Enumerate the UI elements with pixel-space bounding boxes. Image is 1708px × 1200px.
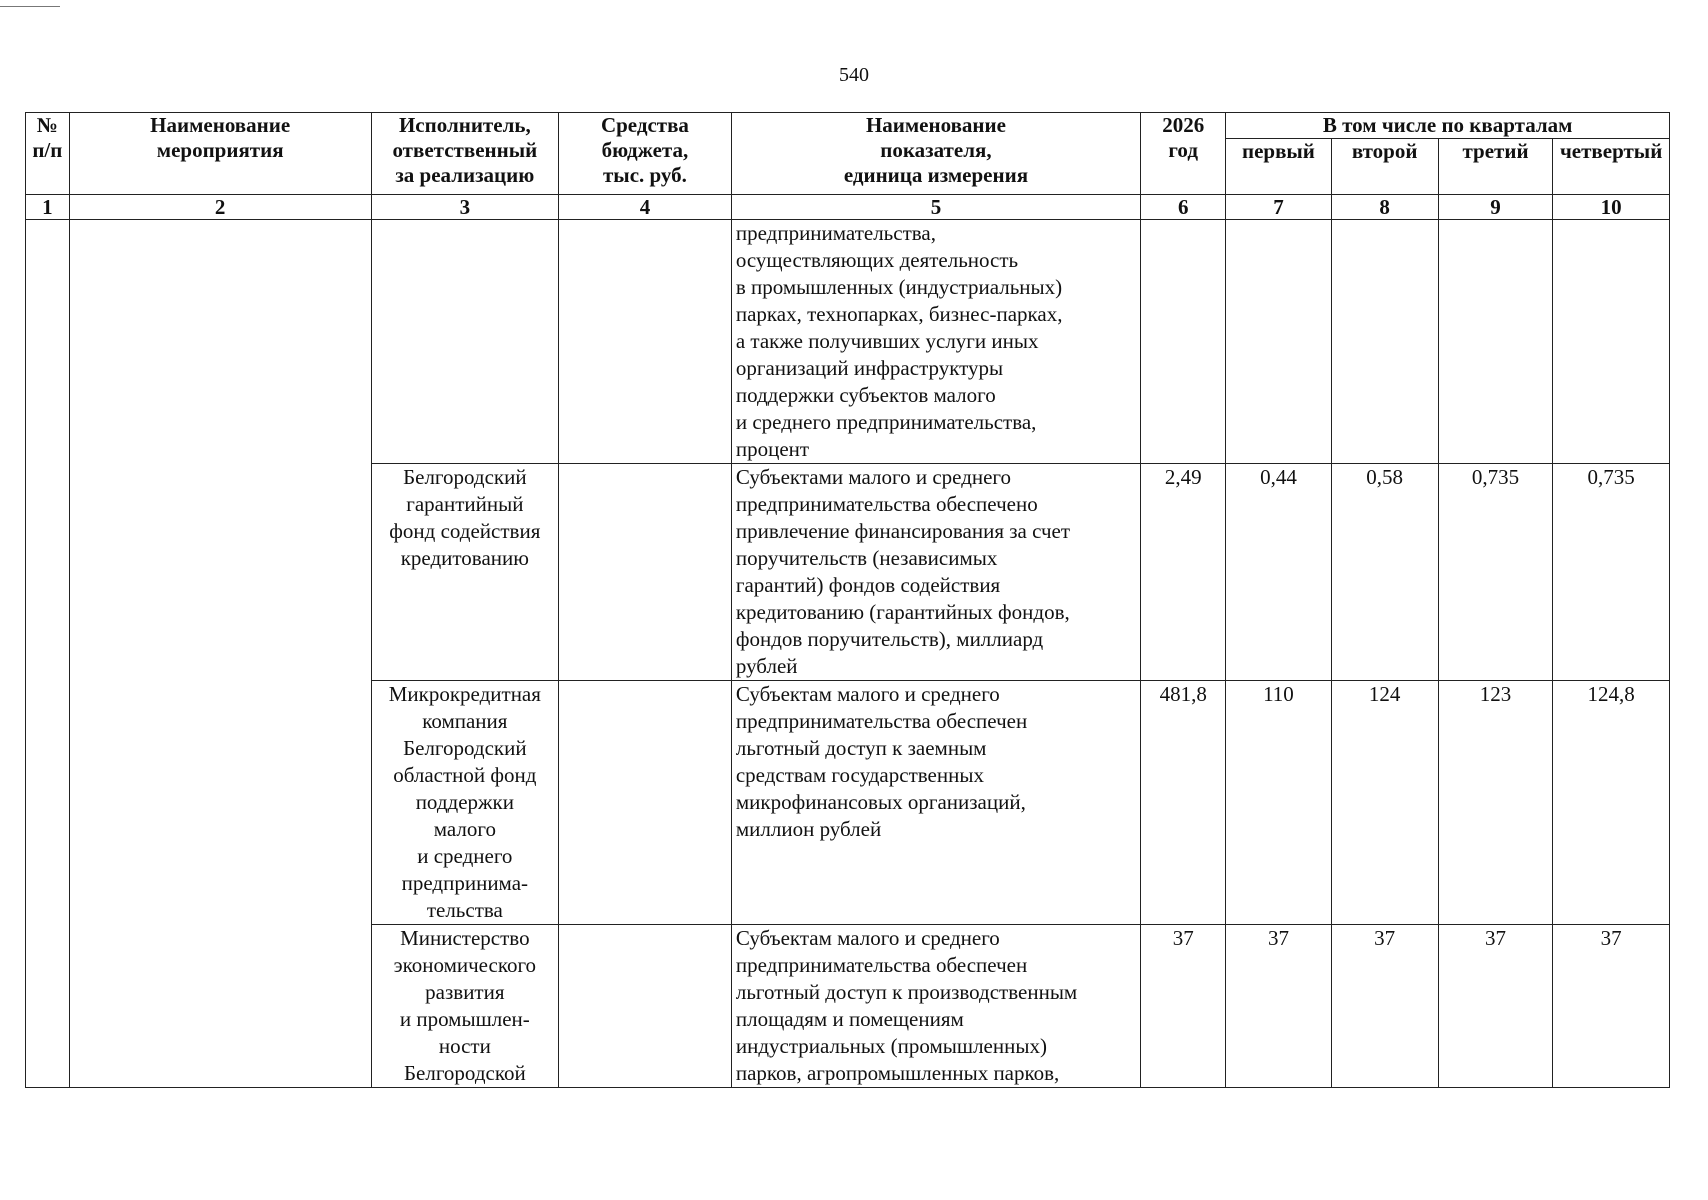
executor-cell: Министерство экономического развития и промышлен- ности Белгородской [371, 925, 558, 1088]
activity-name-cell [69, 220, 371, 1088]
executor-cell [371, 220, 558, 464]
indicator-cell: предпринимательства, осуществляющих деятельность в промышленных (индустриальных) парках, технопарках, бизнес-парках, а также получивших услуги иных организаций инфраструктуры поддержки субъектов малого и среднего предпринимательства, процент [731, 220, 1140, 464]
header-quarter-4: четвертый [1553, 139, 1670, 195]
indicator-cell: Субъектам малого и среднего предпринимательства обеспечен льготный доступ к заемным средствам государственных микрофинансовых организаций, миллион рублей [731, 681, 1140, 925]
year-value-cell: 481,8 [1141, 681, 1226, 925]
quarter-3-value-cell: 0,735 [1438, 464, 1553, 681]
quarter-1-value-cell [1226, 220, 1331, 464]
indicator-cell: Субъектам малого и среднего предпринимательства обеспечен льготный доступ к производственным площадям и помещениям индустриальных (промышленных) парков, агропромышленных парков, [731, 925, 1140, 1088]
header-quarter-1: первый [1226, 139, 1331, 195]
year-value-cell: 37 [1141, 925, 1226, 1088]
budget-cell [559, 464, 732, 681]
header-indicator: Наименование показателя, единица измерения [731, 113, 1140, 195]
quarter-4-value-cell: 124,8 [1553, 681, 1670, 925]
column-number: 10 [1553, 195, 1670, 220]
quarter-2-value-cell: 124 [1331, 681, 1438, 925]
year-value-cell: 2,49 [1141, 464, 1226, 681]
header-budget: Средства бюджета, тыс. руб. [559, 113, 732, 195]
header-activity-name: Наименование мероприятия [69, 113, 371, 195]
executor-cell: Белгородский гарантийный фонд содействия кредитованию [371, 464, 558, 681]
quarter-3-value-cell: 37 [1438, 925, 1553, 1088]
header-quarter-3: третий [1438, 139, 1553, 195]
document-table [25, 112, 1670, 1088]
indicator-cell: Субъектами малого и среднего предпринимательства обеспечено привлечение финансирования за счет поручительств (независимых гарантий) фондов содействия кредитованию (гарантийных фондов, фондов поручительств), миллиард рублей [731, 464, 1140, 681]
budget-cell [559, 925, 732, 1088]
column-number: 5 [731, 195, 1140, 220]
quarter-4-value-cell: 0,735 [1553, 464, 1670, 681]
quarter-3-value-cell [1438, 220, 1553, 464]
quarter-4-value-cell [1553, 220, 1670, 464]
column-number: 2 [69, 195, 371, 220]
column-number: 1 [26, 195, 70, 220]
header-year: 2026 год [1141, 113, 1226, 195]
executor-cell: Микрокредитная компания Белгородский областной фонд поддержки малого и среднего предпринима- тельства [371, 681, 558, 925]
column-number: 9 [1438, 195, 1553, 220]
quarter-1-value-cell: 110 [1226, 681, 1331, 925]
header-quarter-2: второй [1331, 139, 1438, 195]
column-number: 8 [1331, 195, 1438, 220]
year-value-cell [1141, 220, 1226, 464]
corner-scan-mark [0, 6, 60, 7]
quarter-2-value-cell: 37 [1331, 925, 1438, 1088]
quarter-3-value-cell: 123 [1438, 681, 1553, 925]
row-number-cell [26, 220, 70, 1088]
budget-cell [559, 681, 732, 925]
column-number: 7 [1226, 195, 1331, 220]
page-number: 540 [839, 64, 869, 86]
quarter-4-value-cell: 37 [1553, 925, 1670, 1088]
column-number: 6 [1141, 195, 1226, 220]
header-quarters-group: В том числе по кварталам [1226, 113, 1670, 139]
quarter-1-value-cell: 37 [1226, 925, 1331, 1088]
column-number: 4 [559, 195, 732, 220]
quarter-1-value-cell: 0,44 [1226, 464, 1331, 681]
column-number: 3 [371, 195, 558, 220]
quarter-2-value-cell [1331, 220, 1438, 464]
table-row [26, 220, 1670, 464]
quarter-2-value-cell: 0,58 [1331, 464, 1438, 681]
header-executor: Исполнитель, ответственный за реализацию [371, 113, 558, 195]
budget-cell [559, 220, 732, 464]
header-number: № п/п [26, 113, 70, 195]
